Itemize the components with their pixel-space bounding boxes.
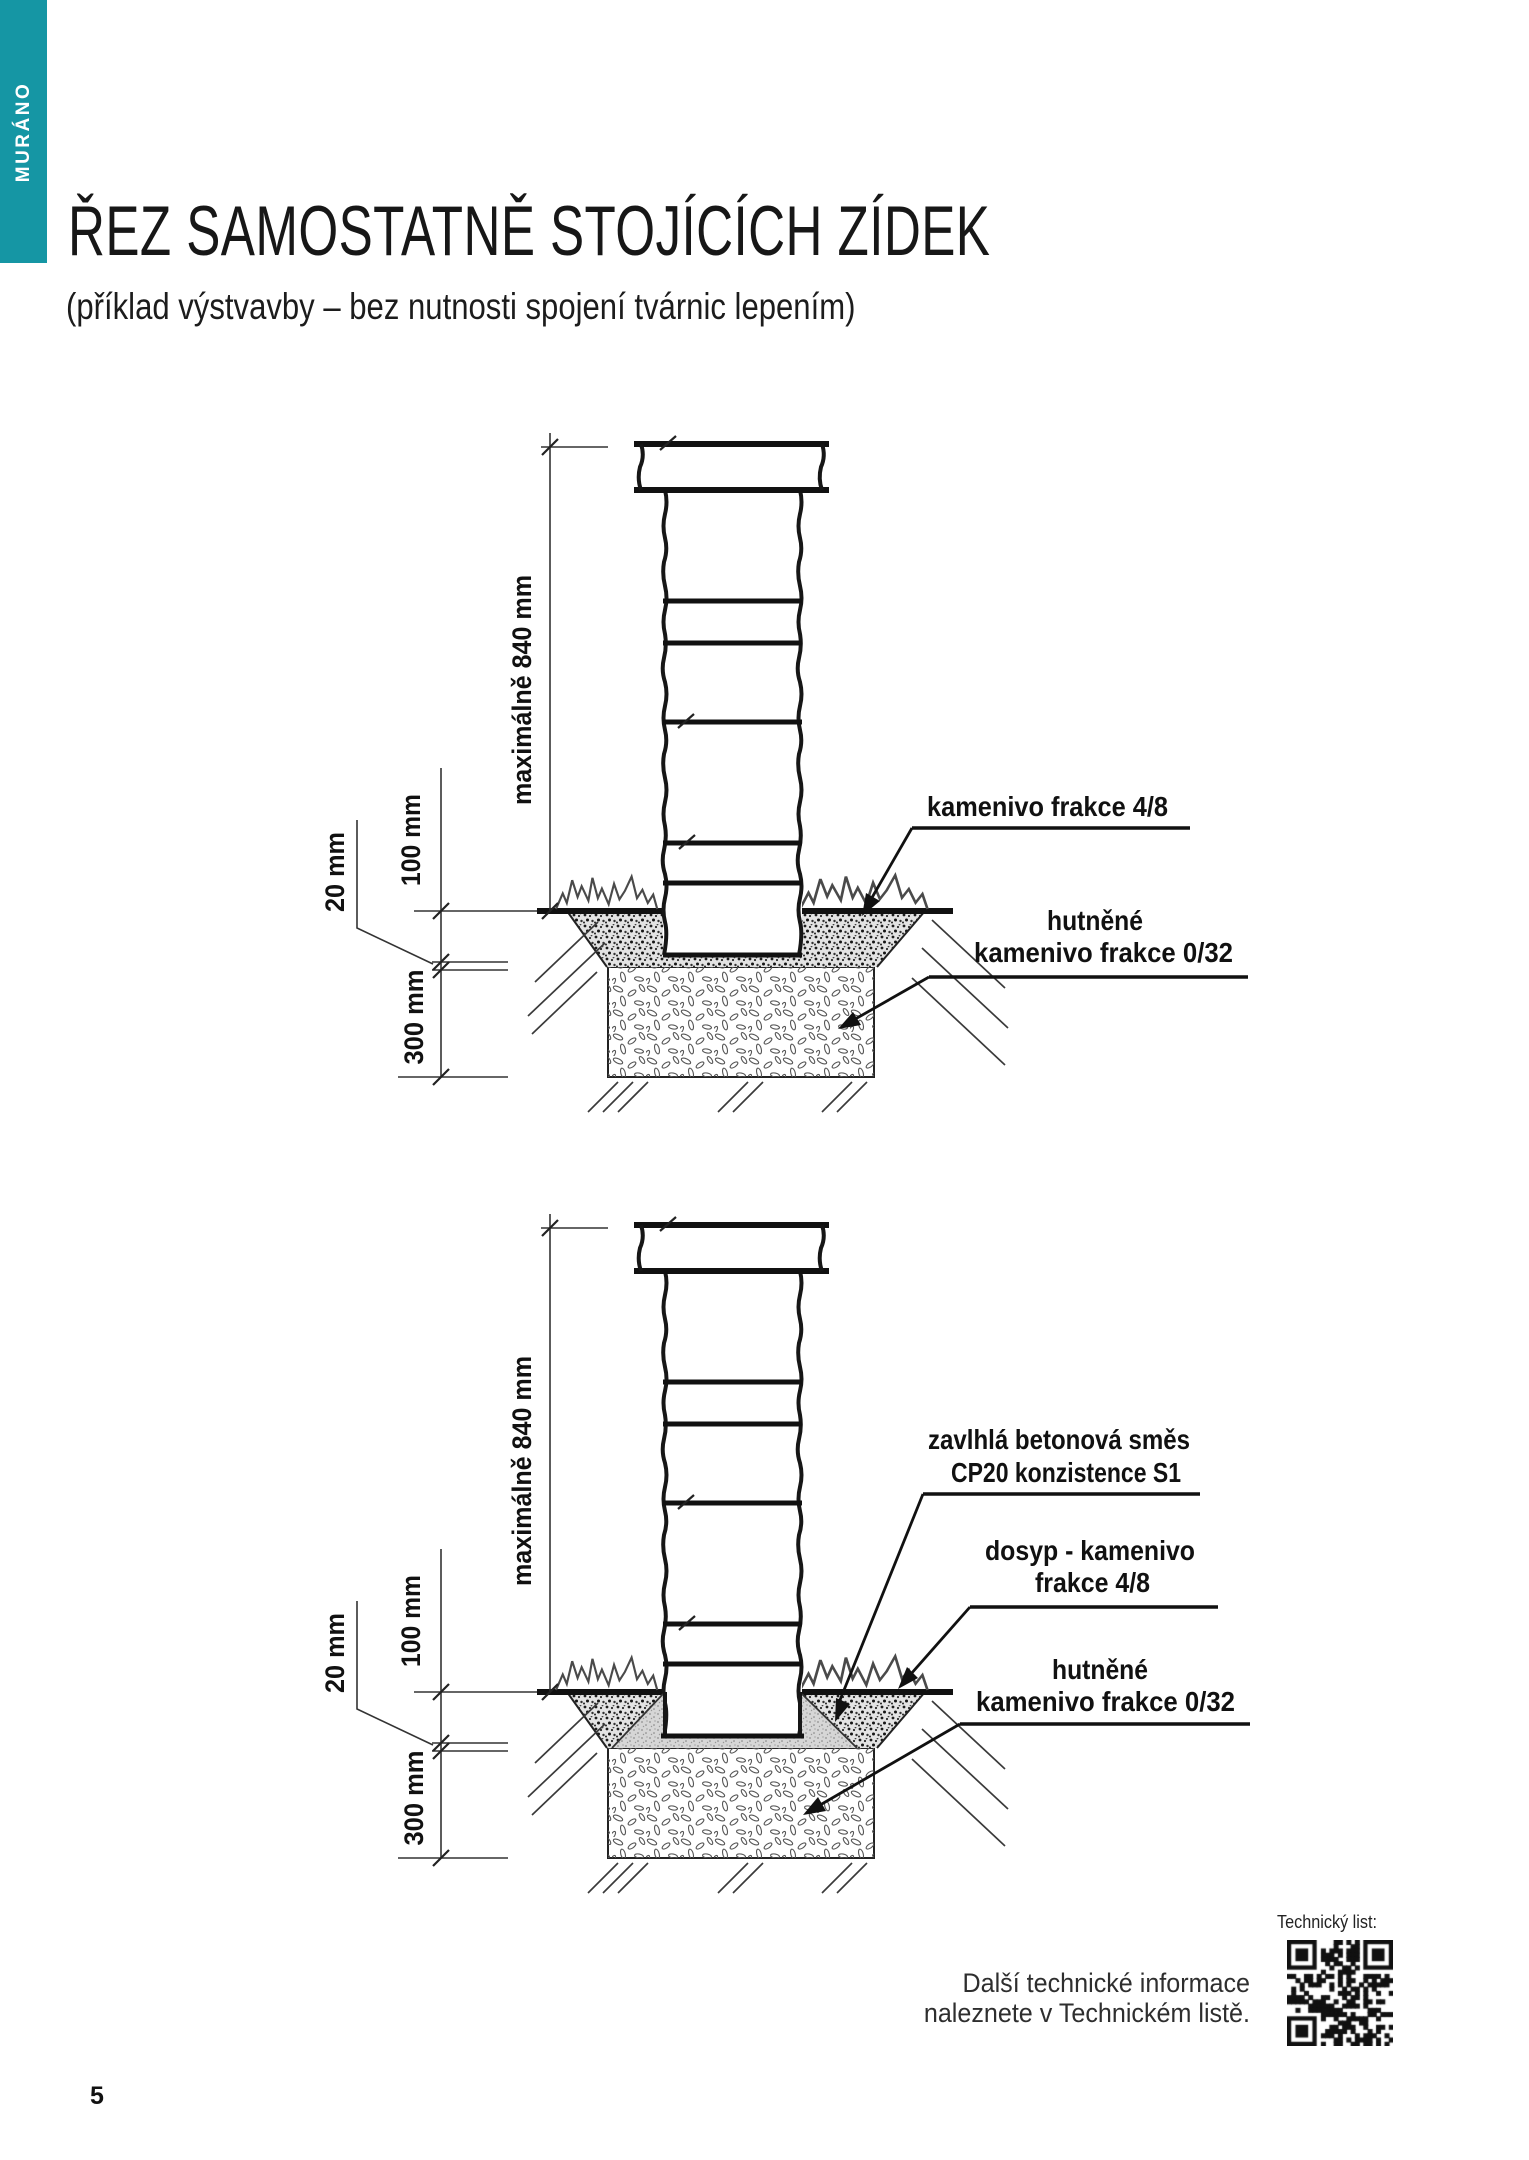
wall-section-diagram-1 — [320, 433, 1008, 1112]
diagram1-compacted-label-line2: kamenivo frakce 0/32 — [974, 937, 1233, 968]
diagram2-backfill-label-line2: frakce 4/8 — [1035, 1567, 1150, 1598]
diagram2-concrete-label-line1: zavlhlá betonová směs — [928, 1424, 1190, 1455]
diagram2-backfill-label-line1: dosyp - kamenivo — [985, 1535, 1195, 1566]
footer-info-line2: naleznete v Technickém listě. — [923, 1998, 1250, 2028]
page-title: ŘEZ SAMOSTATNĚ STOJÍCÍCH ZÍDEK — [68, 191, 991, 271]
diagram2-concrete-label-line2: CP20 konzistence S1 — [951, 1457, 1181, 1488]
diagram1-compacted-label-line1: hutněné — [1047, 905, 1143, 936]
diagram2-compacted-label-line1: hutněné — [1052, 1654, 1148, 1685]
footer-info-line1: Další technické informace — [962, 1968, 1250, 1998]
wall-section-diagram-2 — [320, 1214, 1008, 1893]
diagram2-compacted-label-line2: kamenivo frakce 0/32 — [976, 1686, 1235, 1717]
page-number: 5 — [90, 2082, 104, 2110]
footer-info-text — [906, 1968, 1250, 2028]
diagram1-aggregate-label: kamenivo frakce 4/8 — [927, 791, 1168, 822]
sidebar-tab-label: MURÁNO — [12, 81, 34, 182]
qr-code — [1287, 1940, 1393, 2046]
technical-sheet-label: Technický list: — [1277, 1912, 1377, 1932]
page-subtitle: (příklad výstvavby – bez nutnosti spojení tvárnic lepením) — [66, 286, 856, 327]
